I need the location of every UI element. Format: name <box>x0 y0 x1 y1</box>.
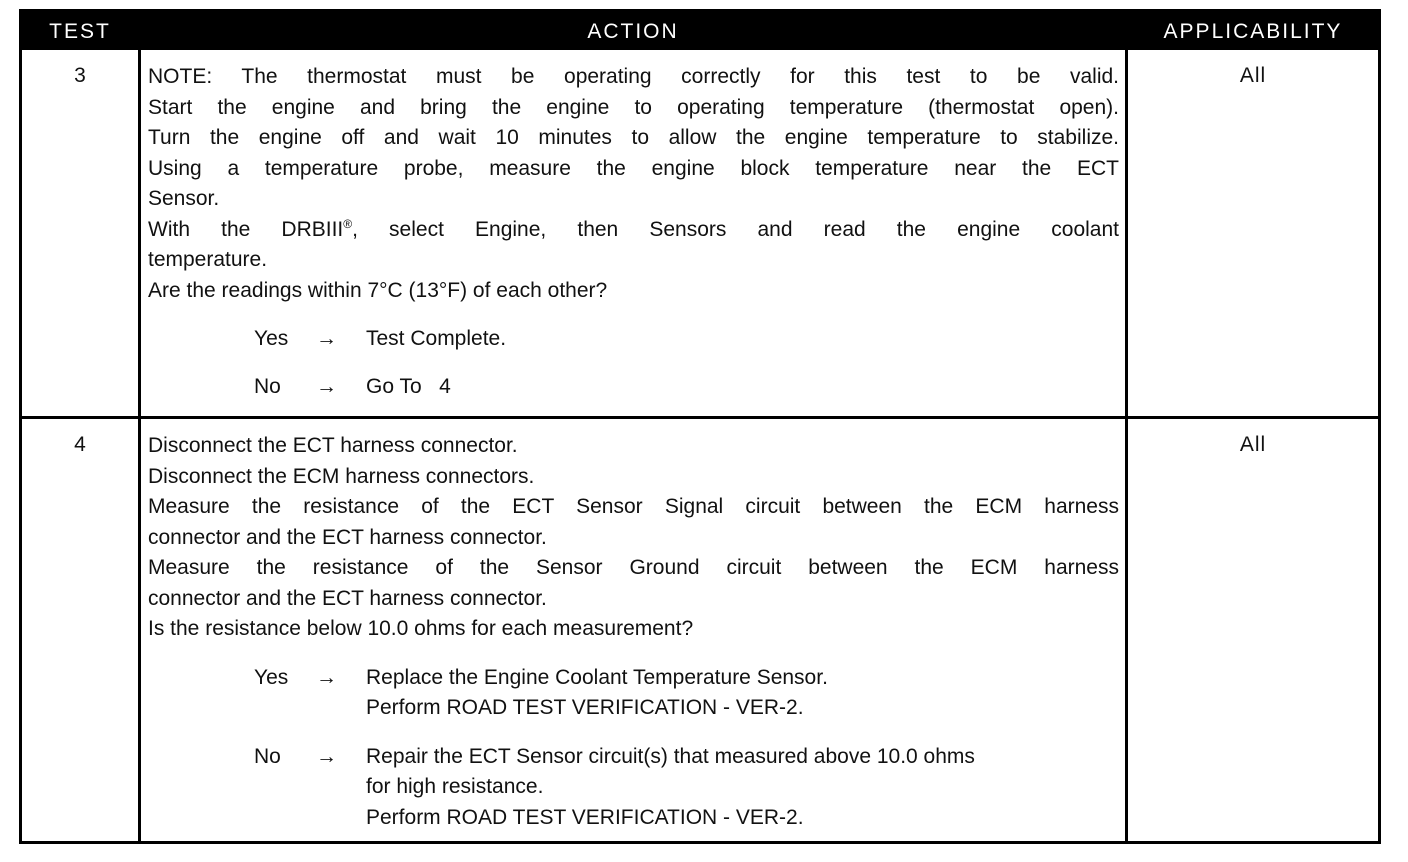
table-row <box>22 419 1378 841</box>
action-cell <box>148 431 1119 833</box>
registered-mark: ® <box>343 216 353 231</box>
action-line: Is the resistance below 10.0 ohms for each measurement? <box>148 617 694 640</box>
arrow-icon: → <box>316 327 337 350</box>
no-outcome <box>148 372 1119 402</box>
arrow-icon: → <box>316 744 337 768</box>
outcome-text <box>366 663 1126 724</box>
yes-outcome <box>148 324 1119 354</box>
yes-label: Yes <box>254 327 289 350</box>
no-label: No <box>254 375 281 398</box>
action-line: Are the readings within 7°C (13°F) of each other? <box>148 278 608 302</box>
outcome-line: Repair the ECT Sensor circuit(s) that measured above 10.0 ohms <box>366 744 975 768</box>
arrow-icon: → <box>316 375 337 398</box>
action-line: Sensor. <box>148 187 220 210</box>
outcome-text <box>366 742 1126 834</box>
action-line: connector and the ECT harness connector. <box>148 525 547 549</box>
outcome-line: for high resistance. <box>366 775 544 798</box>
action-line: temperature. <box>148 248 268 271</box>
table-header <box>22 12 1378 50</box>
action-line: Disconnect the ECT harness connector. <box>148 434 518 457</box>
action-text: , select Engine, then Sensors and read the engine coolant <box>352 217 1119 241</box>
arrow-icon: → <box>316 665 337 689</box>
outcome-line: Test Complete. <box>366 327 507 350</box>
yes-label: Yes <box>254 665 289 689</box>
outcome-line: Perform ROAD TEST VERIFICATION - VER-2. <box>366 805 804 829</box>
action-line: Disconnect the ECM harness connectors. <box>148 464 535 488</box>
action-line: Turn the engine off and wait 10 minutes to allow the engine temperature to stabilize. <box>148 126 1119 149</box>
action-line: Using a temperature probe, measure the engine block temperature near the ECT <box>148 156 1119 180</box>
action-line: Start the engine and bring the engine to operating temperature (thermostat open). <box>148 95 1119 119</box>
action-line: connector and the ECT harness connector. <box>148 586 547 610</box>
action-line: Measure the resistance of the Sensor Ground circuit between the ECM harness <box>148 556 1119 579</box>
yes-outcome <box>148 663 1119 724</box>
action-line: NOTE: The thermostat must be operating correctly for this test to be valid. <box>148 65 1119 88</box>
no-label: No <box>254 744 281 768</box>
applicability-value: All <box>1239 64 1267 87</box>
no-outcome <box>148 742 1119 833</box>
action-line: Measure the resistance of the ECT Sensor Signal circuit between the ECM harness <box>148 495 1119 518</box>
header-applicability: APPLICABILITY <box>1163 20 1343 43</box>
outcome-text <box>366 372 1126 403</box>
test-number: 3 <box>74 64 86 87</box>
action-cell <box>148 62 1119 402</box>
diagnostic-test-table <box>19 9 1381 844</box>
action-text: With the DRBIII <box>148 217 344 241</box>
header-action: ACTION <box>587 20 679 43</box>
outcome-line: Replace the Engine Coolant Temperature Sensor. <box>366 665 828 689</box>
outcome-line: Perform ROAD TEST VERIFICATION - VER-2. <box>366 696 804 719</box>
header-test: TEST <box>49 20 111 43</box>
test-number: 4 <box>74 433 86 456</box>
applicability-value: All <box>1239 433 1267 456</box>
action-line <box>148 215 1119 246</box>
outcome-line: Go To 4 <box>366 375 451 398</box>
outcome-text <box>366 324 1126 355</box>
table-row <box>22 50 1378 416</box>
